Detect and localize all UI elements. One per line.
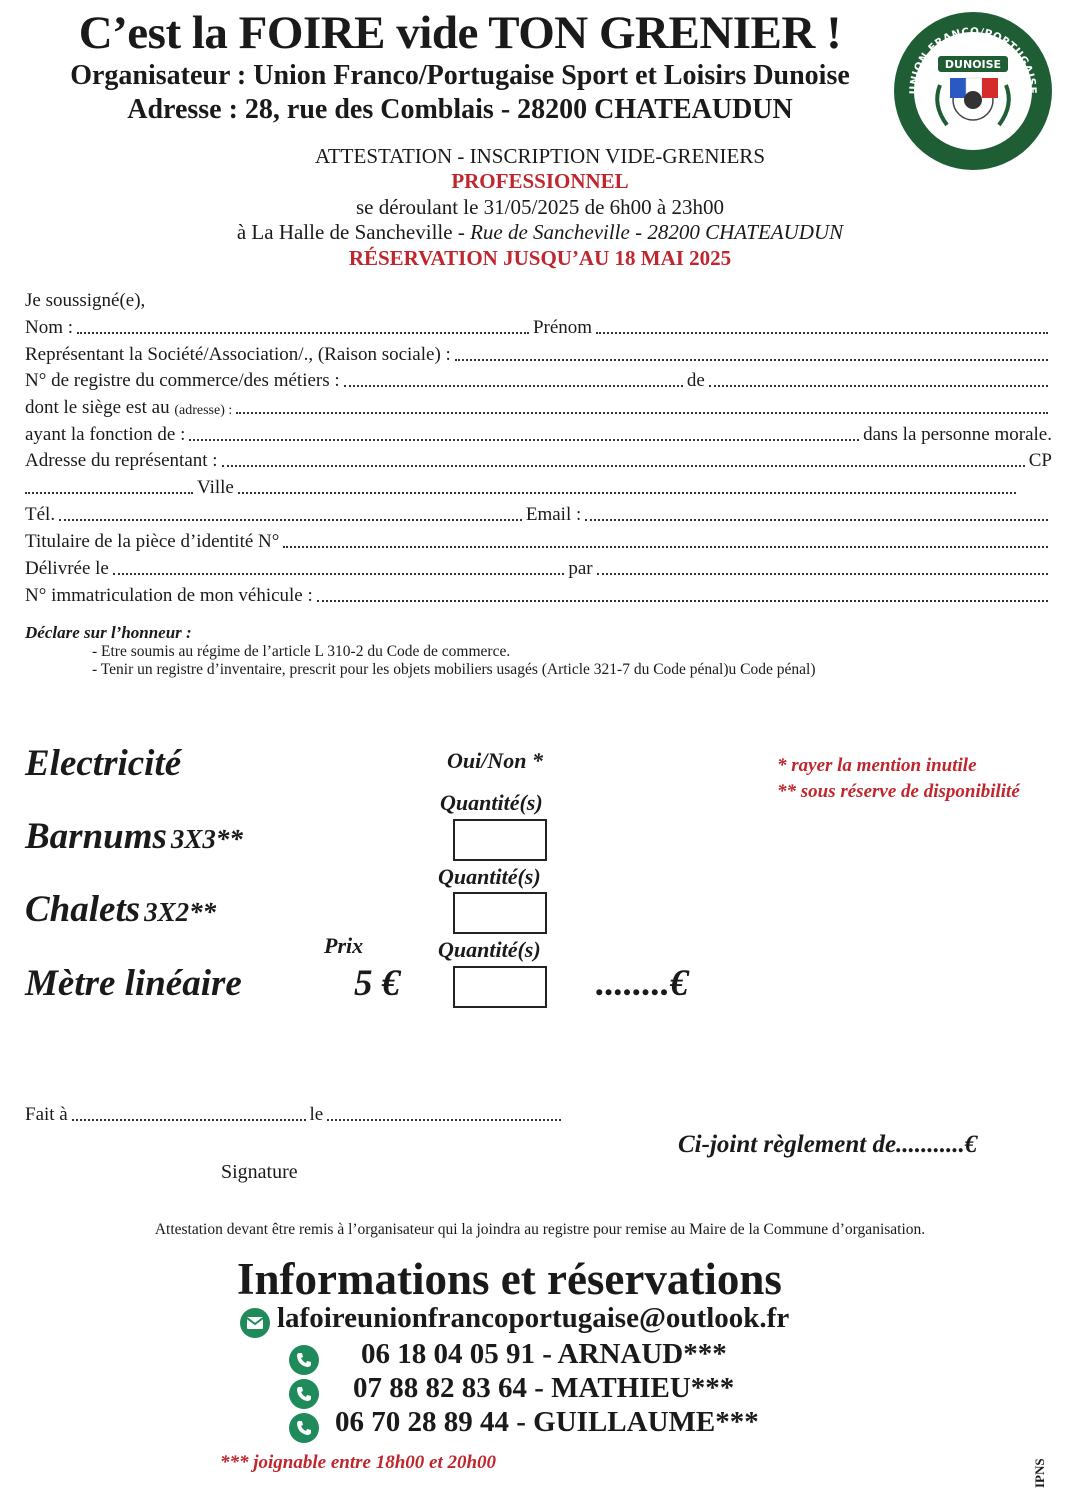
logo-bottom-text: SPORT & LOISIRS — [930, 118, 1016, 147]
phone-arnaud[interactable]: 06 18 04 05 91 - ARNAUD*** — [361, 1338, 727, 1370]
phone-icon — [289, 1379, 319, 1409]
function-line — [25, 420, 1052, 446]
id-label: Titulaire de la pièce d’identité N° — [25, 531, 280, 552]
tel-field[interactable] — [59, 518, 522, 521]
logo-ring-text: UNION FRANCO/PORTUGAISE — [907, 25, 1039, 95]
attestation-title: ATTESTATION - INSCRIPTION VIDE-GRENIERS — [315, 144, 765, 168]
chalets-label: Chalets — [25, 889, 141, 930]
phone-icon — [289, 1345, 319, 1375]
barnums-quantity-box[interactable] — [453, 819, 547, 861]
le-field[interactable] — [327, 1118, 561, 1121]
info-email[interactable]: lafoireunionfrancoportugaise@outlook.fr — [277, 1302, 790, 1334]
barnums-row — [25, 815, 243, 858]
event-location-street: Rue de Sancheville - 28200 CHATEAUDUN — [470, 220, 844, 244]
nom-field[interactable] — [77, 331, 529, 334]
issued-field[interactable] — [113, 572, 564, 575]
rep-address-label: Adresse du représentant : — [25, 450, 218, 471]
seat-label: dont le siège est au — [25, 397, 170, 418]
company-field[interactable] — [455, 358, 1048, 361]
ville-field[interactable] — [238, 491, 1016, 494]
email-icon — [240, 1308, 270, 1338]
vehicle-line — [25, 581, 1052, 607]
oui-non-label[interactable]: Oui/Non * — [447, 748, 543, 773]
chalets-quantity-box[interactable] — [453, 892, 547, 934]
phone-mathieu[interactable]: 07 88 82 83 64 - MATHIEU*** — [353, 1372, 735, 1404]
prenom-label: Prénom — [532, 317, 593, 338]
chalets-row — [25, 888, 216, 931]
par-field[interactable] — [597, 572, 1048, 575]
chalets-quantity-label: Quantité(s) — [438, 864, 541, 889]
barnums-size: 3X3** — [170, 824, 243, 854]
cp-label: CP — [1028, 450, 1052, 471]
electricite-label: Electricité — [25, 743, 182, 784]
registry-line — [25, 366, 1052, 392]
email-label: Email : — [525, 504, 582, 525]
note-availability: ** sous réserve de disponibilité — [777, 781, 1020, 802]
reservation-deadline: RÉSERVATION JUSQU’AU 18 MAI 2025 — [348, 246, 732, 270]
signature-label: Signature — [221, 1161, 298, 1183]
function-field[interactable] — [189, 438, 859, 441]
barnums-quantity-label: Quantité(s) — [440, 790, 543, 815]
registry-label: N° de registre du commerce/des métiers : — [25, 370, 340, 391]
professionnel-label: PROFESSIONNEL — [451, 169, 629, 193]
function-suffix: dans la personne morale. — [863, 424, 1052, 445]
event-location-hall: à La Halle de Sancheville - — [236, 220, 471, 244]
seat-line — [25, 393, 1052, 419]
metre-quantity-box[interactable] — [453, 966, 547, 1008]
le-label: le — [309, 1104, 324, 1125]
event-date: se déroulant le 31/05/2025 de 6h00 à 23h00 — [355, 195, 724, 219]
issued-label: Délivrée le — [25, 558, 109, 579]
declaration-title: Déclare sur l’honneur : — [25, 623, 192, 642]
intro-line — [25, 286, 1052, 312]
availability-note: *** joignable entre 18h00 et 20h00 — [220, 1452, 497, 1473]
rep-address-line — [25, 446, 1052, 472]
tel-label: Tél. — [25, 504, 56, 525]
price-value: 5 € — [354, 963, 401, 1004]
metre-label: Mètre linéaire — [25, 963, 242, 1004]
event-location — [0, 220, 1080, 245]
seat-small-label: (adresse) : — [174, 403, 233, 418]
place-date-line — [25, 1100, 565, 1126]
organizer-line: Organisateur : Union Franco/Portugaise Sport et Loisirs Dunoise — [70, 60, 850, 91]
phone-icon — [289, 1413, 319, 1443]
ipns-mark: IPNS — [1032, 1458, 1047, 1488]
fait-a-field[interactable] — [72, 1118, 306, 1121]
email-field[interactable] — [585, 518, 1048, 521]
payment-line[interactable]: Ci-joint règlement de...........€ — [678, 1131, 978, 1158]
metre-quantity-label: Quantité(s) — [438, 937, 541, 962]
phone-guillaume[interactable]: 06 70 28 89 44 - GUILLAUME*** — [335, 1406, 759, 1438]
id-line — [25, 527, 1052, 553]
registry-field[interactable] — [344, 384, 683, 387]
name-line — [25, 313, 1052, 339]
metre-total[interactable]: ........€ — [596, 963, 689, 1004]
note-strike: * rayer la mention inutile — [777, 755, 977, 776]
cp-field[interactable] — [25, 491, 193, 494]
issued-line — [25, 554, 1052, 580]
info-title: Informations et réservations — [237, 1254, 782, 1304]
registry-de-label: de — [686, 370, 705, 391]
ville-label: Ville — [197, 477, 234, 498]
company-line — [25, 340, 1052, 366]
chalets-size: 3X2** — [144, 897, 217, 927]
intro-text: Je soussigné(e), — [25, 290, 146, 311]
declaration-item: - Tenir un registre d’inventaire, prescrit pour les objets mobiliers usagés (Article 321-7 du Code pénal)u Code pénal) — [92, 661, 816, 678]
nom-label: Nom : — [25, 317, 74, 338]
contact-line — [25, 500, 1052, 526]
vehicle-field[interactable] — [317, 599, 1048, 602]
declaration-item: - Etre soumis au régime de l’article L 310-2 du Code de commerce. — [92, 643, 511, 660]
id-field[interactable] — [283, 545, 1048, 548]
attestation-note: Attestation devant être remis à l’organisateur qui la joindra au registre pour remise au Maire de la Commune d’organisation. — [154, 1221, 926, 1238]
rep-address-field[interactable] — [222, 464, 1025, 467]
registry-de-field[interactable] — [709, 384, 1048, 387]
page-title: C’est la FOIRE vide TON GRENIER ! — [78, 7, 842, 59]
logo-banner-text: DUNOISE — [944, 58, 1002, 71]
address-line: Adresse : 28, rue des Comblais - 28200 CHATEAUDUN — [127, 94, 793, 125]
vehicle-label: N° immatriculation de mon véhicule : — [25, 585, 313, 606]
city-line — [25, 473, 1020, 499]
prenom-field[interactable] — [596, 331, 1048, 334]
barnums-label: Barnums — [25, 816, 167, 857]
par-label: par — [568, 558, 593, 579]
seat-field[interactable] — [236, 411, 1048, 414]
fait-a-label: Fait à — [25, 1104, 68, 1125]
price-label: Prix — [324, 933, 364, 958]
function-label: ayant la fonction de : — [25, 424, 186, 445]
company-label: Représentant la Société/Association/., (Raison sociale) : — [25, 344, 451, 365]
